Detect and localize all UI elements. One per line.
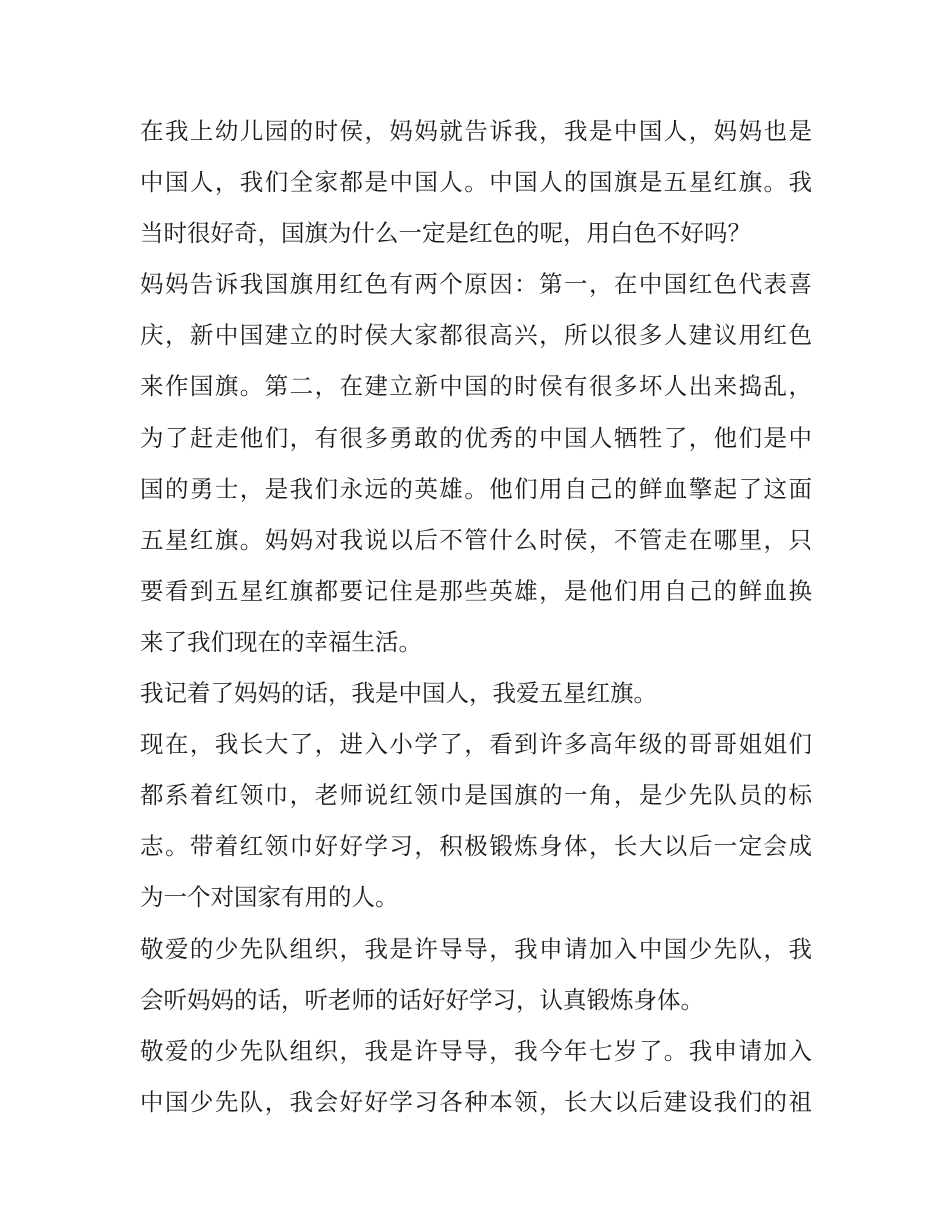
paragraph [140, 668, 812, 719]
text-line: 志。带着红领巾好好学习，积极锻炼身体，长大以后一定会成 [140, 832, 812, 861]
text-line: 国的勇士，是我们永远的英雄。他们用自己的鲜血擎起了这面 [140, 474, 812, 503]
text-line: 为一个对国家有用的人。 [140, 883, 399, 912]
text-line: 中国少先队，我会好好学习各种本领，长大以后建设我们的祖 [140, 1087, 812, 1116]
text-line: 来作国旗。第二，在建立新中国的时侯有很多坏人出来捣乱， [140, 372, 812, 401]
text-line: 要看到五星红旗都要记住是那些英雄，是他们用自己的鲜血换 [140, 576, 812, 605]
text-line: 当时很好奇，国旗为什么一定是红色的呢，用白色不好吗？ [140, 219, 751, 248]
text-line: 在我上幼儿园的时侯，妈妈就告诉我，我是中国人，妈妈也是 [140, 117, 812, 145]
text-line: 敬爱的少先队组织，我是许导导，我申请加入中国少先队，我 [140, 934, 812, 963]
paragraph [140, 924, 812, 1026]
text-line: 会听妈妈的话，听老师的话好好学习，认真锻炼身体。 [140, 985, 704, 1014]
document-body [140, 106, 812, 1128]
text-line: 五星红旗。妈妈对我说以后不管什么时侯，不管走在哪里，只 [140, 525, 812, 554]
paragraph [140, 1026, 812, 1128]
text-line: 妈妈告诉我国旗用红色有两个原因：第一，在中国红色代表喜 [140, 270, 812, 299]
text-line: 敬爱的少先队组织，我是许导导，我今年七岁了。我申请加入 [140, 1036, 812, 1065]
text-line: 中国人，我们全家都是中国人。中国人的国旗是五星红旗。我 [140, 168, 812, 197]
text-line: 现在，我长大了，进入小学了，看到许多高年级的哥哥姐姐们 [140, 730, 812, 759]
text-line: 来了我们现在的幸福生活。 [140, 627, 422, 656]
paragraph [140, 719, 812, 923]
text-line: 为了赶走他们，有很多勇敢的优秀的中国人牺牲了，他们是中 [140, 423, 812, 452]
text-line: 我记着了妈妈的话，我是中国人，我爱五星红旗。 [140, 679, 657, 708]
text-line: 庆，新中国建立的时侯大家都很高兴，所以很多人建议用红色 [140, 321, 812, 350]
paragraph [140, 259, 812, 668]
text-line: 都系着红领巾，老师说红领巾是国旗的一角，是少先队员的标 [140, 781, 812, 810]
paragraph [140, 106, 812, 259]
